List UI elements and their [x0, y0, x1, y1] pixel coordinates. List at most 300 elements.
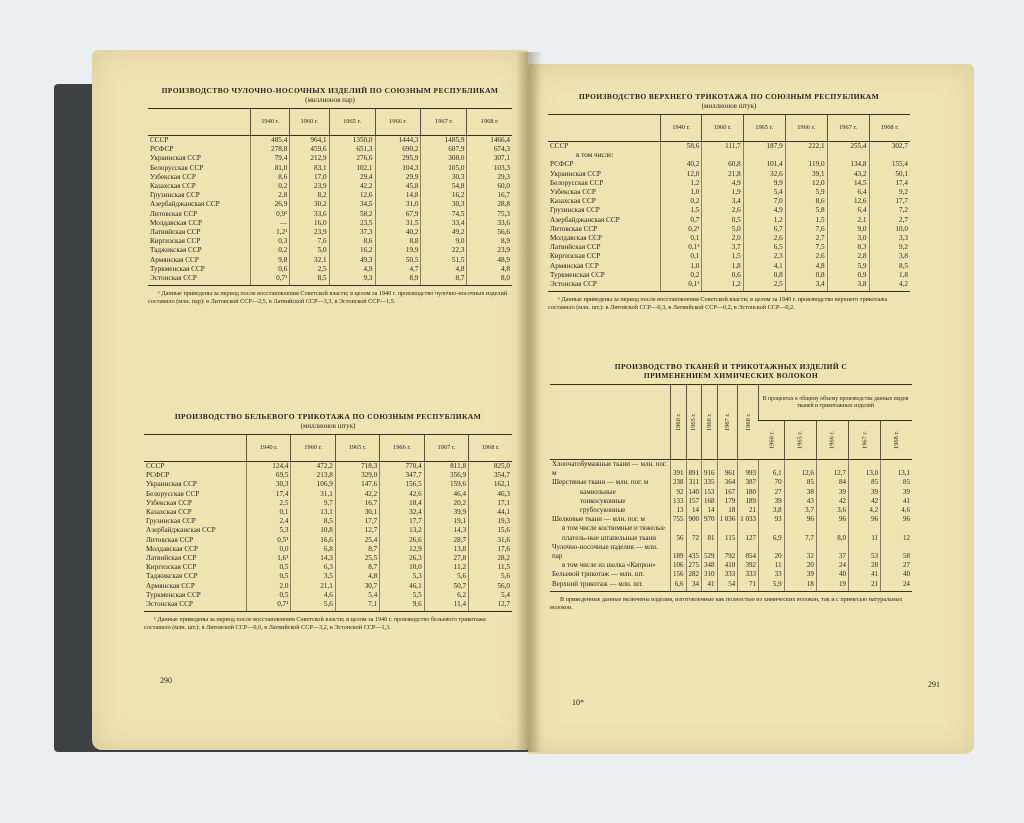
table-cell: 153 — [702, 488, 718, 497]
table-cell: 10,0 — [380, 563, 424, 572]
rule-cell — [743, 289, 785, 292]
table-cell: 127 — [738, 524, 759, 542]
table-cell: 13,2 — [380, 526, 424, 535]
rule-cell — [380, 609, 424, 612]
page-number: 290 — [160, 676, 172, 685]
table-cell: 26,9 — [251, 200, 290, 209]
table-cell: 71 — [738, 580, 759, 589]
table-cell: 6,8 — [291, 545, 335, 554]
year-header: 1967 г. — [717, 385, 738, 460]
table-cell: 32,6 — [743, 170, 785, 179]
table-cell: 30,7 — [335, 582, 379, 591]
row-label: Узбекская ССР — [146, 498, 192, 507]
table-cell: 49,2 — [421, 228, 467, 237]
table-cell: 124,4 — [247, 462, 291, 472]
table-row — [548, 280, 910, 289]
row-label: Украинская ССР — [150, 154, 201, 163]
row-label: Литовская ССР — [550, 224, 598, 233]
table-row — [548, 225, 910, 234]
table-cell: 0,9 — [827, 271, 869, 280]
table-cell: 16,7 — [335, 499, 379, 508]
outerwear-knit-table-section — [548, 92, 910, 318]
table-cell: 308,0 — [421, 154, 467, 163]
table-cell: 50,5 — [375, 256, 421, 265]
table-footnote: ¹ Данные приведены за период после восстановления Советской власти; в целом за 1940 г. производство бельевого трикотажа составило (млн. шт.): в Литовской ССР—0,6, в Латвийской ССР—3,2, в Эстонской ССР—1,3. — [144, 616, 486, 632]
table-cell: 5,0 — [290, 246, 329, 255]
table-cell: 33 — [759, 570, 785, 579]
rule-cell — [784, 589, 816, 592]
table-row — [548, 234, 910, 243]
table-cell: 5,8 — [785, 206, 827, 215]
row-label: СССР — [146, 462, 165, 470]
table-cell: 1,0 — [661, 188, 702, 197]
table-cell: 56 — [671, 524, 687, 542]
year-header: 1965 г. — [784, 421, 816, 460]
table-title: ПРОИЗВОДСТВО БЕЛЬЕВОГО ТРИКОТАЖА ПО СОЮЗНЫМ РЕСПУБЛИКАМ — [174, 412, 482, 421]
table-cell: 162,1 — [469, 480, 512, 489]
table-cell: 687,9 — [421, 145, 467, 154]
table-cell: 156 — [671, 570, 687, 579]
table-cell: 102,1 — [329, 164, 375, 173]
table-cell: 0,5 — [247, 591, 291, 600]
table-row — [550, 460, 912, 479]
table-cell: 3,4 — [785, 280, 827, 289]
table-cell: 30,2 — [290, 200, 329, 209]
year-header: 1966 г. — [816, 421, 848, 460]
table-row — [548, 216, 910, 225]
table-cell: 18 — [717, 506, 738, 515]
table-cell: 5,6 — [424, 572, 468, 581]
table-cell: 39,9 — [424, 508, 468, 517]
table-footnote: В приведенные данные включены изделия, изготовленные как полностью из химических волокон, так и с примесью натуральных волокон. — [550, 595, 903, 611]
table-cell: 8,8 — [375, 237, 421, 246]
table-cell: 53 — [849, 543, 881, 561]
table-subtitle: (миллионов пар) — [305, 96, 355, 104]
year-header: 1966 г. — [702, 385, 718, 460]
table-cell: 993 — [738, 460, 759, 479]
table-cell: 825,0 — [469, 462, 512, 472]
table-title: ПРОИЗВОДСТВО ВЕРХНЕГО ТРИКОТАЖА ПО СОЮЗНЫМ РЕСПУБЛИКАМ — [578, 92, 880, 101]
table-cell: 14,3 — [291, 554, 335, 563]
table-cell — [743, 151, 785, 160]
table-cell: 1,2 — [702, 280, 743, 289]
table-cell: 10,8 — [291, 526, 335, 535]
table-row — [548, 160, 910, 169]
hosiery-table — [148, 108, 512, 286]
rule-cell — [424, 609, 468, 612]
year-header: 1968 г. — [738, 385, 759, 460]
table-cell: 8,6 — [785, 197, 827, 206]
table-cell: 335 — [702, 478, 718, 487]
table-cell: 3,8 — [869, 252, 910, 261]
table-cell: 70 — [759, 478, 785, 487]
table-cell: 17,7 — [869, 197, 910, 206]
rule-cell — [702, 289, 743, 292]
year-header: 1960 г. — [291, 435, 335, 462]
table-cell: 189 — [738, 497, 759, 506]
table-row — [148, 136, 512, 146]
table-cell: 81,0 — [251, 164, 290, 173]
rule-cell — [686, 589, 702, 592]
table-cell: 189 — [671, 543, 687, 561]
table-cell: 964,1 — [290, 136, 329, 146]
table-cell: 472,2 — [291, 462, 335, 472]
row-label: Туркменская ССР — [146, 590, 201, 599]
table-cell: 43 — [784, 497, 816, 506]
table-cell: 39 — [759, 497, 785, 506]
table-footnote: ¹ Данные приведены за период после восстановления Советской власти; в целом за 1940 г. производство чулочно-носочных изделий составило (млн. пар): в Литовской ССР—2,5, в Латвийской ССР—3,3, в Эстонской ССР—1,5. — [148, 290, 508, 306]
table-cell: 2,6 — [702, 206, 743, 215]
table-cell: 16,2 — [329, 246, 375, 255]
rule-cell — [467, 283, 512, 286]
row-label: камвольные — [580, 487, 616, 496]
table-cell: 8,9 — [467, 237, 512, 246]
table-cell: 7,6 — [290, 237, 329, 246]
table-cell: 5,9 — [785, 188, 827, 197]
table-cell: 0,3 — [251, 237, 290, 246]
table-cell: 85 — [849, 478, 881, 487]
table-cell: 40,2 — [375, 228, 421, 237]
table-cell: 12,7 — [816, 460, 848, 479]
table-cell: 30,3 — [421, 173, 467, 182]
table-row — [144, 471, 512, 480]
table-cell: 0,1¹ — [661, 280, 702, 289]
table-cell: 29,4 — [329, 173, 375, 182]
table-cell: 854 — [738, 543, 759, 561]
table-row — [148, 237, 512, 246]
table-cell: 9,9 — [743, 179, 785, 188]
table-row — [148, 154, 512, 163]
table-cell: 46,1 — [380, 582, 424, 591]
table-cell: 4,9 — [329, 265, 375, 274]
table-cell: 916 — [702, 460, 718, 479]
table-cell: 25,5 — [335, 554, 379, 563]
table-cell: 27,8 — [424, 554, 468, 563]
table-cell: 1466,4 — [467, 136, 512, 146]
table-cell: 21,8 — [702, 170, 743, 179]
table-cell: 30,3 — [247, 480, 291, 489]
table-cell: 792 — [717, 543, 738, 561]
rule-cell — [671, 589, 687, 592]
table-cell: 16,7 — [467, 191, 512, 200]
table-cell: 41 — [849, 570, 881, 579]
table-row — [148, 246, 512, 255]
table-cell: 8,3 — [827, 243, 869, 252]
table-cell: 58,6 — [661, 142, 702, 152]
table-bottom-rule — [144, 609, 512, 612]
table-cell: 39,1 — [785, 170, 827, 179]
year-header: 1960 г. — [702, 115, 743, 142]
table-cell: 105,0 — [421, 164, 467, 173]
table-cell: 3,3 — [869, 234, 910, 243]
rule-cell — [290, 283, 329, 286]
table-cell: 276,6 — [329, 154, 375, 163]
row-label: РСФСР — [146, 471, 170, 480]
table-title: ПРОИЗВОДСТВО ТКАНЕЙ И ТРИКОТАЖНЫХ ИЗДЕЛИЙ С ПРИМЕНЕНИЕМ ХИМИЧЕСКИХ ВОЛОКОН — [614, 362, 848, 380]
table-cell: 21,1 — [291, 582, 335, 591]
table-cell: 4,7 — [375, 265, 421, 274]
table-cell: 0,2 — [251, 182, 290, 191]
table-cell: 104,3 — [375, 164, 421, 173]
rule-cell — [869, 289, 910, 292]
table-cell: 58,2 — [329, 210, 375, 219]
table-cell: 2,0 — [702, 234, 743, 243]
table-cell: 18 — [784, 580, 816, 589]
table-cell: 18,4 — [380, 499, 424, 508]
table-cell: 56,0 — [469, 582, 512, 591]
row-label: Армянская ССР — [150, 255, 199, 264]
table-cell: 24 — [881, 580, 912, 589]
rule-cell — [148, 283, 251, 286]
rule-cell — [785, 289, 827, 292]
table-row — [144, 545, 512, 554]
table-cell: 8,5 — [869, 262, 910, 271]
row-label: Казахская ССР — [146, 508, 192, 517]
table-cell: 41 — [702, 580, 718, 589]
table-cell: 156,5 — [380, 480, 424, 489]
year-header: 1965 г. — [335, 435, 379, 462]
table-cell: 6,7 — [743, 225, 785, 234]
hosiery-table-section — [148, 86, 512, 312]
table-cell: 54 — [717, 580, 738, 589]
table-cell: 159,6 — [424, 480, 468, 489]
table-cell: 19,9 — [375, 246, 421, 255]
table-cell: 5,5 — [380, 591, 424, 600]
table-cell: 348 — [702, 561, 718, 570]
table-cell: 961 — [717, 460, 738, 479]
table-cell: 0,7 — [661, 216, 702, 225]
table-cell: 40 — [816, 570, 848, 579]
table-cell: 37,3 — [329, 228, 375, 237]
table-cell: 1 033 — [738, 515, 759, 524]
table-row — [548, 179, 910, 188]
table-cell: 42,2 — [329, 182, 375, 191]
table-cell: 16,2 — [421, 191, 467, 200]
table-cell: 0,8 — [743, 271, 785, 280]
table-cell: 5,4 — [335, 591, 379, 600]
table-cell: 4,6 — [881, 506, 912, 515]
row-label: Верхний трикотаж — млн. шт. — [552, 579, 644, 588]
table-cell: 24 — [816, 561, 848, 570]
table-cell: 48,9 — [467, 256, 512, 265]
table-cell: 6,1 — [759, 460, 785, 479]
table-cell: 13,1 — [881, 460, 912, 479]
table-cell: 13,8 — [424, 545, 468, 554]
table-cell: 167 — [717, 488, 738, 497]
table-row — [148, 191, 512, 200]
row-label: Латвийская ССР — [150, 228, 201, 237]
table-cell: 8,7 — [335, 563, 379, 572]
year-header: 1965 г. — [329, 109, 375, 136]
year-header: 1940 г. — [661, 115, 702, 142]
table-row — [144, 490, 512, 499]
table-cell: 485,4 — [251, 136, 290, 146]
table-cell: 11 — [849, 524, 881, 542]
table-cell: 8,7 — [421, 274, 467, 283]
row-label: Шерстяные ткани — млн. пог. м — [552, 478, 649, 487]
table-cell: 15,6 — [469, 526, 512, 535]
table-cell: 333 — [717, 570, 738, 579]
table-cell: 690,2 — [375, 145, 421, 154]
year-header: 1967 г. — [849, 421, 881, 460]
table-row — [144, 582, 512, 591]
rule-cell — [548, 289, 661, 292]
underwear-knit-table-section — [144, 412, 512, 638]
table-cell: 23,9 — [290, 228, 329, 237]
table-cell: 1,2¹ — [251, 228, 290, 237]
table-cell: 11 — [759, 561, 785, 570]
table-cell: 12,7 — [469, 600, 512, 609]
table-row — [144, 499, 512, 508]
row-label: Чулочно-носочные изделия — млн. пар — [552, 542, 658, 561]
table-cell: 900 — [686, 515, 702, 524]
table-row — [548, 188, 910, 197]
table-cell: 12 — [881, 524, 912, 542]
row-label: Казахская ССР — [150, 182, 196, 191]
table-cell: 356,9 — [424, 471, 468, 480]
table-cell: 84 — [816, 478, 848, 487]
table-cell: 3,5 — [291, 572, 335, 581]
table-cell: 17,7 — [380, 517, 424, 526]
table-cell: 17,4 — [247, 490, 291, 499]
table-row — [144, 591, 512, 600]
year-header: 1940 г. — [247, 435, 291, 462]
table-cell: 31,5 — [375, 219, 421, 228]
table-cell: 435 — [686, 543, 702, 561]
table-cell: 0,6 — [702, 271, 743, 280]
table-cell: 106,9 — [291, 480, 335, 489]
rule-cell — [144, 609, 247, 612]
table-cell — [661, 151, 702, 160]
table-cell: 8,5 — [291, 517, 335, 526]
table-row — [148, 173, 512, 182]
table-cell: 23,5 — [329, 219, 375, 228]
year-header: 1965 г. — [743, 115, 785, 142]
table-row — [548, 206, 910, 215]
table-cell: 5,4 — [469, 591, 512, 600]
table-cell: 3,8 — [827, 280, 869, 289]
row-label: Таджикская ССР — [150, 246, 202, 255]
table-cell: 651,3 — [329, 145, 375, 154]
table-cell: 42,6 — [380, 490, 424, 499]
table-cell: 5,9 — [759, 580, 785, 589]
page-number: 291 — [928, 680, 940, 689]
table-cell: 4,9 — [702, 179, 743, 188]
table-row — [550, 506, 912, 515]
table-cell: 2,8 — [251, 191, 290, 200]
table-cell: 11,4 — [424, 600, 468, 609]
table-cell: 4,2 — [849, 506, 881, 515]
table-row — [148, 265, 512, 274]
table-row — [148, 256, 512, 265]
table-cell: 255,4 — [827, 142, 869, 152]
table-row — [550, 524, 912, 542]
row-label: СССР — [550, 142, 569, 150]
table-cell: 2,5 — [290, 265, 329, 274]
table-row — [144, 572, 512, 581]
table-cell: 1,5 — [702, 252, 743, 261]
table-cell: 2,8 — [827, 252, 869, 261]
row-label: Молдавская ССР — [150, 218, 202, 227]
row-label: тонкосуконные — [580, 496, 626, 505]
row-label: Белорусская ССР — [550, 178, 604, 187]
table-cell: 1485,9 — [421, 136, 467, 146]
rule-cell — [759, 589, 785, 592]
table-cell: 33,6 — [290, 210, 329, 219]
table-cell: 275 — [686, 561, 702, 570]
table-cell: 0,1 — [247, 508, 291, 517]
table-footnote: ¹ Данные приведены за период после восстановления Советской власти; в целом за 1940 г. производство верхнего трикотажа составило (млн. шт.): в Литовской ССР—0,3, в Латвийской ССР—0,2, в Эстонской ССР—0,2. — [548, 296, 888, 312]
table-cell: 96 — [881, 515, 912, 524]
table-cell: 106 — [671, 561, 687, 570]
table-cell: 9,0 — [827, 225, 869, 234]
right-page — [528, 64, 974, 754]
rule-cell — [335, 609, 379, 612]
table-cell: 17,7 — [335, 517, 379, 526]
table-cell: 0,0 — [247, 545, 291, 554]
year-header: 1966 г. — [375, 109, 421, 136]
year-header: 1960 г. — [671, 385, 687, 460]
table-cell: 42,2 — [335, 490, 379, 499]
table-cell: 0,5 — [247, 572, 291, 581]
rule-cell — [738, 589, 759, 592]
table-cell: 4,8 — [335, 572, 379, 581]
table-cell: 212,9 — [290, 154, 329, 163]
rule-cell — [717, 589, 738, 592]
rule-cell — [421, 283, 467, 286]
chemical-fiber-table — [550, 384, 912, 592]
rule-cell — [816, 589, 848, 592]
row-label: Киргизская ССР — [150, 237, 201, 246]
table-cell: 96 — [784, 515, 816, 524]
table-cell: 20 — [784, 561, 816, 570]
table-cell: 39 — [881, 488, 912, 497]
table-cell: 6,3 — [291, 563, 335, 572]
table-bottom-rule — [548, 289, 910, 292]
table-cell: 6,6 — [671, 580, 687, 589]
row-label: Грузинская ССР — [150, 191, 200, 200]
table-cell: 50,7 — [424, 582, 468, 591]
table-cell: 278,8 — [251, 145, 290, 154]
table-cell: 12,0 — [785, 179, 827, 188]
table-cell: 9,3 — [329, 274, 375, 283]
table-row — [144, 462, 512, 472]
table-cell: 1,2 — [743, 216, 785, 225]
table-row — [148, 219, 512, 228]
header-blank — [550, 385, 671, 460]
table-cell: 20,2 — [424, 499, 468, 508]
table-cell: 1 036 — [717, 515, 738, 524]
table-bottom-rule — [148, 283, 512, 286]
table-row — [144, 563, 512, 572]
rule-cell — [881, 589, 912, 592]
table-cell: 0,5¹ — [247, 536, 291, 545]
table-cell: 0,1¹ — [661, 243, 702, 252]
table-cell: 529 — [702, 543, 718, 561]
table-cell: 101,4 — [743, 160, 785, 169]
table-cell: 28,8 — [467, 200, 512, 209]
table-cell: 32,1 — [290, 256, 329, 265]
table-cell: 2,7 — [869, 216, 910, 225]
table-cell — [785, 151, 827, 160]
table-cell: 2,3 — [743, 252, 785, 261]
row-label: Белорусская ССР — [150, 163, 204, 172]
table-cell: 1,5 — [785, 216, 827, 225]
table-subtitle: (миллионов штук) — [701, 102, 757, 110]
table-cell: 0,1 — [661, 252, 702, 261]
table-cell: 32 — [784, 543, 816, 561]
table-cell: 4,1 — [743, 262, 785, 271]
